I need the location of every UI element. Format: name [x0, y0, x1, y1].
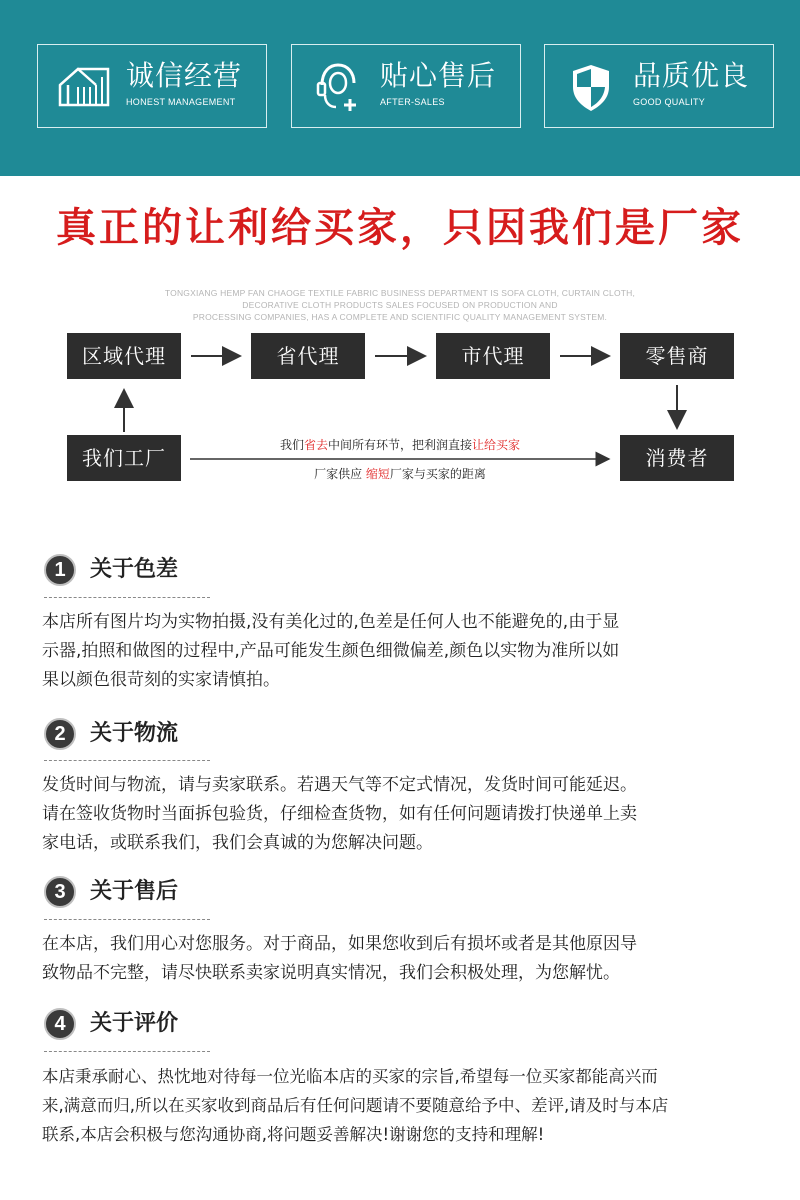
flow-box-consumer: 消费者	[620, 435, 734, 481]
section-divider	[44, 1051, 210, 1052]
paragraph-line: 来,满意而归,所以在买家收到商品后有任何问题请不要随意给予中、差评,请及时与本店	[42, 1096, 669, 1115]
flow-note-top	[190, 436, 610, 453]
page-headline: 真正的让利给买家，只因我们是厂家	[56, 204, 744, 251]
badge-zh: 贴心售后	[380, 59, 497, 92]
section-divider	[44, 919, 210, 920]
paragraph-line: 本店秉承耐心、热忱地对待每一位光临本店的买家的宗旨,希望每一位买家都能高兴而	[42, 1067, 658, 1086]
flow-note-bottom	[190, 465, 610, 482]
badge-en: HONEST MANAGEMENT	[126, 97, 236, 107]
paragraph-line: 家电话，或联系我们，我们会真诚的为您解决问题。	[42, 833, 433, 853]
paragraph-line: 请在签收货物时当面拆包验货，仔细检查货物，如有任何问题请拨打快递单上卖	[42, 804, 637, 824]
paragraph-line: 在本店，我们用心对您服务。对于商品，如果您收到后有损坏或者是其他原因导	[42, 934, 637, 954]
section-heading: 关于色差	[90, 557, 179, 582]
description-line: DECORATIVE CLOTH PRODUCTS SALES FOCUSED ON PRODUCTION AND	[242, 300, 558, 310]
note-text: 厂家供应	[314, 467, 366, 481]
note-highlight: 缩短	[365, 467, 390, 481]
paragraph-line: 本店所有图片均为实物拍摄,没有美化过的,色差是任何人也不能避免的,由于显	[42, 612, 620, 632]
section-heading: 关于物流	[90, 721, 179, 746]
section-divider	[44, 597, 210, 598]
section-number-badge: 3	[44, 876, 76, 908]
flow-box-city: 市代理	[436, 333, 550, 379]
flow-box-factory: 我们工厂	[67, 435, 181, 481]
paragraph-line: 果以颜色很苛刻的实家请慎拍。	[42, 670, 280, 690]
description-line: PROCESSING COMPANIES, HAS A COMPLETE AND SCIENTIFIC QUALITY MANAGEMENT SYSTEM.	[192, 312, 608, 322]
note-highlight: 省去	[303, 438, 328, 452]
section-number-badge: 2	[44, 718, 76, 750]
badge-zh: 品质优良	[633, 59, 750, 92]
section-heading: 关于售后	[90, 879, 179, 904]
flow-box-regional: 区域代理	[67, 333, 181, 379]
paragraph-line: 联系,本店会积极与您沟通协商,将问题妥善解决!谢谢您的支持和理解!	[42, 1125, 545, 1144]
description-line: TONGXIANG HEMP FAN CHAOGE TEXTILE FABRIC BUSINESS DEPARTMENT IS SOFA CLOTH, CURTAIN CLOTH,	[164, 288, 636, 298]
section-divider	[44, 760, 210, 761]
flow-box-province: 省代理	[251, 333, 365, 379]
note-highlight: 让给买家	[472, 438, 521, 452]
section-body-logistics	[42, 771, 762, 858]
badge-en: GOOD QUALITY	[633, 97, 706, 107]
flow-box-retail: 零售商	[620, 333, 734, 379]
note-text: 我们	[279, 438, 304, 452]
section-heading: 关于评价	[90, 1011, 179, 1036]
paragraph-line: 示器,拍照和做图的过程中,产品可能发生颜色细微偏差,颜色以实物为准所以如	[42, 641, 620, 661]
section-number-badge: 1	[44, 554, 76, 586]
section-body-review	[42, 1062, 762, 1149]
section-body-color	[42, 608, 762, 695]
section-number-badge: 4	[44, 1008, 76, 1040]
paragraph-line: 致物品不完整，请尽快联系卖家说明真实情况，我们会积极处理，为您解忧。	[42, 963, 620, 983]
section-body-after-sales	[42, 930, 762, 988]
note-text: 厂家与买家的距离	[389, 467, 486, 481]
badge-en: AFTER-SALES	[380, 97, 445, 107]
note-text: 中间所有环节，把利润直接	[328, 438, 473, 452]
badge-zh: 诚信经营	[126, 59, 243, 92]
paragraph-line: 发货时间与物流，请与卖家联系。若遇天气等不定式情况，发货时间可能延迟。	[42, 775, 637, 795]
